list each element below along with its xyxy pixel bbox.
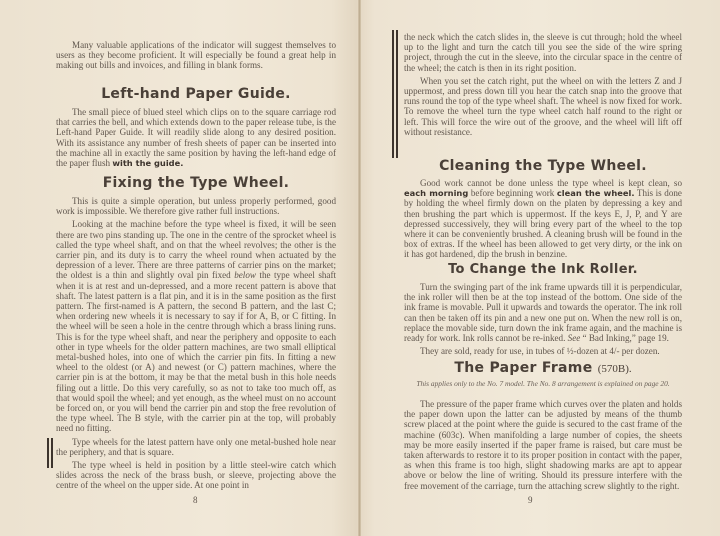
fixing-para-2a: Looking at the machine before the type wheel is fixed, it will be seen there are two pins standing up. The one in the centre of the sprocket wheel is called the type wheel shaft, and on that the wheel revolves; the other is the carrier pin, and its duty is to carry the wheel round when actuated by the depression of a lever. There are three patterns of carrier pins on the market; the oldest is a thin and slightly oval pin fixed [56, 219, 336, 281]
left-page [56, 0, 336, 536]
paper-guide-bold: with the guide. [112, 158, 184, 169]
see-reference: See [567, 333, 581, 344]
cleaning-paragraph [404, 178, 682, 260]
bad-inking-reference: “ Bad Inking,” page 19. [582, 333, 669, 344]
paper-frame-paragraph: The pressure of the paper frame which curves over the platen and holds the paper down upon the latter can be adjusted by means of the thumb screw placed at the point where the guide is secured to the cast frame of the machine (603c). When manifolding a large number of copies, the sheets may be more easily inserted if the paper frame is raised, but care must be taken afterwards to restore it to its proper position in contact with the paper, as when this frame is too high, slight shadowing marks are apt to appear above or below the line of writing. Should its pressure interfere with the free movement of the carriage, turn the attaching screw slightly to the right. [404, 399, 682, 491]
spine-fold [358, 0, 361, 536]
paper-guide-text: The small piece of blued steel which clips on to the square carriage rod that carries the bell, and which extends down to the paper release tube, is the Left-hand Paper Guide. It will readily slide along to any desired position. With its assistance any number of fresh sheets of paper can be inserted into the machine all in exactly the same position by having the left-hand edge of the paper flush [56, 107, 336, 169]
margin-bar [51, 438, 53, 468]
fixing-para-4: The type wheel is held in position by a little steel-wire catch which slides across the neck of the brass bush, or sleeve, projecting above the centre of the wheel on the upper side. At one point in [56, 460, 336, 491]
fixing-para-1: This is quite a simple operation, but unless properly performed, good work is impossible. We therefore give rather full instructions. [56, 196, 336, 217]
cleaning-bold-1: each morning [404, 188, 469, 199]
ink-roller-para-1 [404, 282, 682, 343]
continued-para-1: the neck which the catch slides in, the sleeve is cut through; hold the wheel up to the light and turn the catch till you see the side of the wire spring project, through the cut in the sleeve, into the circular space in the centre of the wheel; the catch is then in its right position. [404, 32, 682, 73]
paper-guide-paragraph [56, 107, 336, 168]
page-number-right: 9 [528, 495, 533, 505]
intro-paragraph: Many valuable applications of the indicator will suggest themselves to users as they become proficient. It will especially be found a great help in making out bills and invoices, and filling in blank forms. [56, 40, 336, 71]
ink-roller-text: Turn the swinging part of the ink frame upwards till it is perpendicular, the ink roller will then be at the top instead of the bottom. One side of the ink frame is movable. Pull it upwards and towards the operator. The ink roll can then be taken off its pin and a new one put on. When the new roll is on, replace the movable side, turn down the ink frame again, and the machine is ready for work. Ink rolls cannot be re-inked. [404, 282, 682, 344]
fixing-para-3: Type wheels for the latest pattern have only one metal-bushed hole near the periphery, and that is square. [56, 436, 336, 457]
right-page [404, 0, 682, 536]
paper-frame-title: The Paper Frame [454, 360, 593, 376]
fixing-body [56, 196, 336, 491]
heading-left-hand-paper-guide: Left-hand Paper Guide. [101, 86, 291, 102]
cleaning-text-d: This is done by holding the wheel firmly down on the platen by depressing a key and then brushing the part which is uppermost. If the keys E, J, P, and Y are depressed successively, they will bring every part of the wheel to the top where it can be conveniently brushed. A cleaning brush will be found in the box of extras. If the wheel has been allowed to get very dirty, or the ink on it has got hardened, dip the brush in benzine. [404, 188, 682, 260]
cleaning-text-a: Good work cannot be done unless the type wheel is kept clean, so [420, 178, 682, 188]
continued-para-2: When you set the catch right, put the wheel on with the letters Z and J uppermost, and press down till you hear the catch snap into the groove that runs round the top of the type wheel shaft. The wheel is now fixed for work. To remove the wheel turn the type wheel catch half round to the right or left. This will force the wire out of the groove, and the wheel will lift off without resistance. [404, 75, 682, 137]
paper-frame-subtitle: This applies only to the No. 7 model. The No. 8 arrangement is explained on page 20. [416, 379, 670, 388]
heading-fixing-type-wheel: Fixing the Type Wheel. [102, 175, 290, 191]
continued-text [404, 32, 682, 137]
margin-bar [396, 30, 398, 158]
page-number-left: 8 [193, 495, 198, 505]
fixing-para-2b: the type wheel shaft when it is at rest and un-depressed, and a more recent pattern is above that shaft. The latest pattern is a flat pin, and it is in the same position as the first pattern. The first-named is A pattern, the second B pattern, and the last C; when ordering new wheels it is necessary to say if for A, B, or C fitting. In the wheel will be seen a hole in the centre through which a brass lining runs. This is for the type wheel shaft, and near the periphery and opposite to each other in type wheels for the older pattern machines, are two small elliptical metal-bushed holes, into one of which the carrier pin fits. In fitting a new wheel to the oldest (or A) and newest (or C) pattern machines, where the carrier pin is at the bottom, it may be that the metal bush in this hole needs filing out a little. Do this very carefully, so as not to take too much off, as that would spoil the wheel; and yet enough, as the wheel must on no account be forced on, or you will bend the carrier pin and stop the free revolution of the type wheel. The B style, with the carrier pin at the top, will probably need no fitting. [56, 270, 336, 434]
cleaning-text-c: before beginning work [470, 188, 555, 199]
heading-change-ink-roller: To Change the Ink Roller. [448, 262, 638, 277]
margin-bar [47, 438, 49, 468]
ink-roller-para-2: They are sold, ready for use, in tubes of ½-dozen at 4/- per dozen. [420, 346, 660, 357]
heading-paper-frame [404, 360, 682, 376]
ink-roller-body [404, 282, 682, 356]
heading-cleaning-type-wheel: Cleaning the Type Wheel. [439, 158, 647, 174]
cleaning-bold-2: clean the wheel. [556, 188, 635, 199]
fixing-para-2 [56, 219, 336, 433]
paper-frame-model: (570B). [597, 363, 632, 375]
fixing-para-2-italic: below [234, 270, 256, 281]
margin-bar [392, 30, 394, 158]
